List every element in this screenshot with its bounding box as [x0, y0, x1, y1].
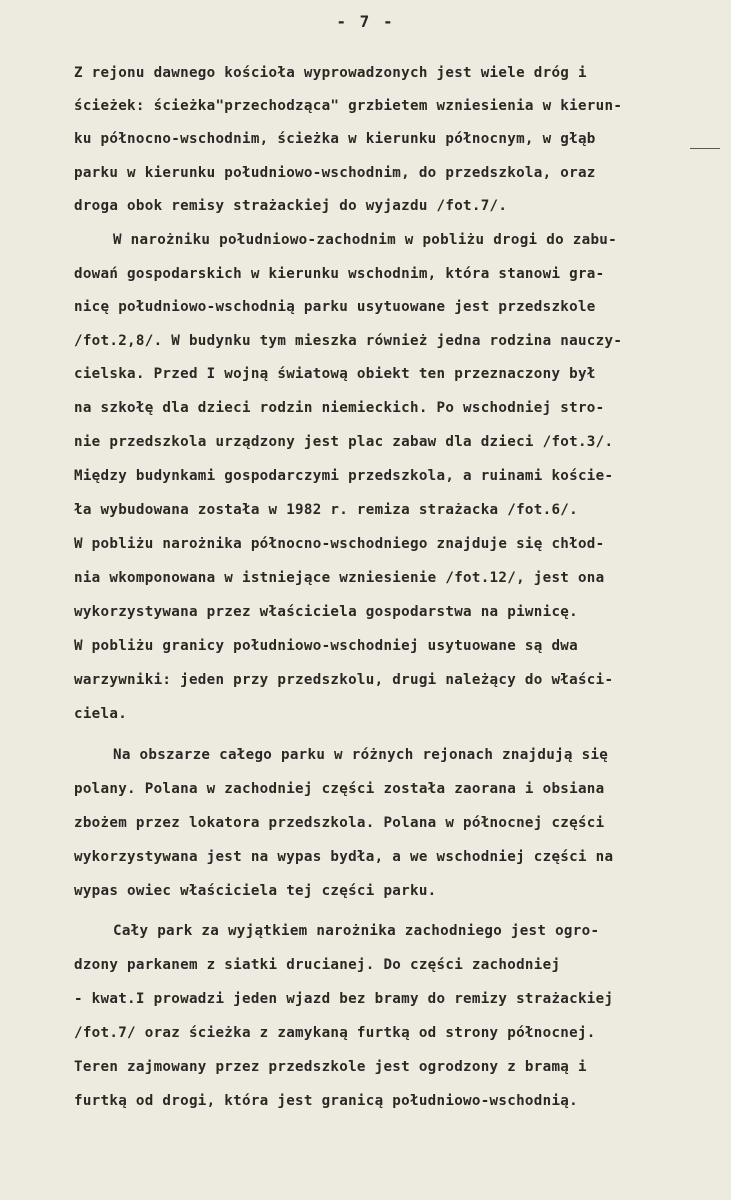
text-line: zbożem przez lokatora przedszkola. Polana w północnej części — [74, 815, 605, 831]
text-line: Cały park za wyjątkiem narożnika zachodniego jest ogro- — [113, 923, 600, 939]
text-line: cielska. Przed I wojną światową obiekt ten przeznaczony był — [74, 366, 596, 382]
underline-mark — [690, 148, 720, 149]
text-line: W pobliżu narożnika północno-wschodniego znajduje się chłod- — [74, 536, 605, 552]
text-line: parku w kierunku południowo-wschodnim, do przedszkola, oraz — [74, 165, 596, 181]
text-line: ciela. — [74, 706, 128, 722]
text-line: wykorzystywana przez właściciela gospodarstwa na piwnicę. — [74, 604, 578, 620]
text-line: /fot.7/ oraz ścieżka z zamykaną furtką od strony północnej. — [74, 1025, 596, 1041]
text-line: wypas owiec właściciela tej części parku. — [74, 883, 437, 899]
page-number: - 7 - — [336, 12, 395, 31]
text-line: Na obszarze całego parku w różnych rejonach znajdują się — [113, 747, 609, 763]
text-line: nicę południowo-wschodnią parku usytuowane jest przedszkole — [74, 299, 596, 315]
text-line: dowań gospodarskich w kierunku wschodnim, która stanowi gra- — [74, 266, 605, 282]
text-line: nia wkomponowana w istniejące wzniesienie /fot.12/, jest ona — [74, 570, 605, 586]
text-line: W narożniku południowo-zachodnim w pobliżu drogi do zabu- — [113, 232, 617, 248]
text-line: wykorzystywana jest na wypas bydła, a we wschodniej części na — [74, 849, 614, 865]
text-line: ścieżek: ścieżka"przechodząca" grzbietem wzniesienia w kierun- — [74, 98, 623, 114]
text-line: ła wybudowana została w 1982 r. remiza strażacka /fot.6/. — [74, 502, 578, 518]
text-line: /fot.2,8/. W budynku tym mieszka również jedna rodzina nauczy- — [74, 333, 623, 349]
text-line: polany. Polana w zachodniej części została zaorana i obsiana — [74, 781, 605, 797]
text-line: nie przedszkola urządzony jest plac zabaw dla dzieci /fot.3/. — [74, 434, 614, 450]
text-line: dzony parkanem z siatki drucianej. Do części zachodniej — [74, 957, 561, 973]
text-line: warzywniki: jeden przy przedszkolu, drugi należący do właści- — [74, 672, 614, 688]
text-line: Z rejonu dawnego kościoła wyprowadzonych jest wiele dróg i — [74, 65, 587, 81]
text-line: na szkołę dla dzieci rodzin niemieckich. Po wschodniej stro- — [74, 400, 605, 416]
text-line: droga obok remisy strażackiej do wyjazdu /fot.7/. — [74, 198, 508, 214]
text-line: W pobliżu granicy południowo-wschodniej usytuowane są dwa — [74, 638, 578, 654]
text-line: ku północno-wschodnim, ścieżka w kierunku północnym, w głąb — [74, 131, 596, 147]
text-line: - kwat.I prowadzi jeden wjazd bez bramy do remizy strażackiej — [74, 991, 614, 1007]
text-line: Między budynkami gospodarczymi przedszkola, a ruinami koście- — [74, 468, 614, 484]
text-line: furtką od drogi, która jest granicą południowo-wschodnią. — [74, 1093, 578, 1109]
text-line: Teren zajmowany przez przedszkole jest ogrodzony z bramą i — [74, 1059, 587, 1075]
